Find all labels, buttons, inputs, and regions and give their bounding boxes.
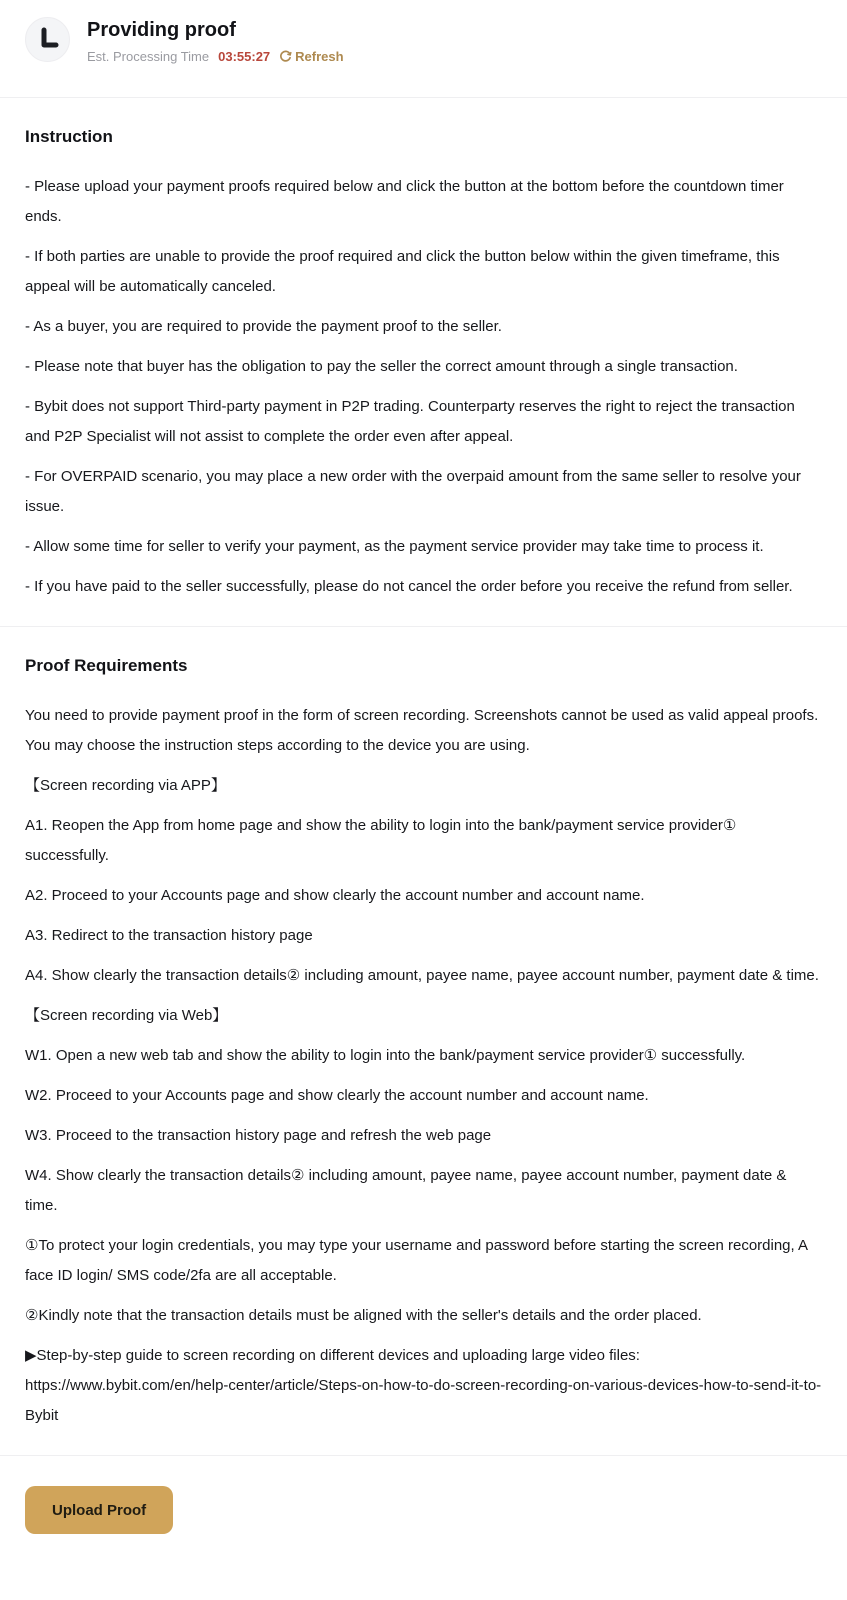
page-title: Providing proof: [87, 19, 236, 41]
instruction-item: - If both parties are unable to provide the proof required and click the button below within the given timeframe, this appeal will be automatically canceled.: [25, 248, 780, 295]
web-step: W2. Proceed to your Accounts page and show clearly the account number and account name.: [25, 1087, 649, 1104]
instruction-item: - As a buyer, you are required to provide the payment proof to the seller.: [25, 318, 502, 335]
proof-requirements-heading: Proof Requirements: [25, 656, 188, 675]
proof-intro: You need to provide payment proof in the form of screen recording. Screenshots cannot be used as valid appeal proofs. You may choose the instruction steps according to the device you are using.: [25, 707, 819, 754]
instruction-item: - Please upload your payment proofs required below and click the button at the bottom before the countdown timer ends.: [25, 178, 784, 225]
refresh-button[interactable]: [279, 49, 343, 64]
instruction-item: - Allow some time for seller to verify your payment, as the payment service provider may take time to process it.: [25, 538, 764, 555]
app-step: A3. Redirect to the transaction history page: [25, 927, 313, 944]
app-recording-subheader: 【Screen recording via APP】: [25, 777, 226, 794]
web-recording-subheader: 【Screen recording via Web】: [25, 1007, 228, 1024]
instruction-item: - Please note that buyer has the obligation to pay the seller the correct amount through a single transaction.: [25, 358, 738, 375]
refresh-label: Refresh: [295, 49, 344, 64]
avatar: [25, 17, 70, 62]
instruction-heading: Instruction: [25, 127, 113, 146]
instruction-section: [0, 98, 847, 626]
instruction-item: - Bybit does not support Third-party payment in P2P trading. Counterparty reserves the right to reject the transaction and P2P Specialist will not assist to complete the order even after appeal.: [25, 398, 795, 445]
upload-proof-button[interactable]: Upload Proof: [25, 1486, 173, 1534]
instruction-item: - If you have paid to the seller successfully, please do not cancel the order before you receive the refund from seller.: [25, 578, 793, 595]
web-step: W1. Open a new web tab and show the ability to login into the bank/payment service provider① successfully.: [25, 1047, 746, 1064]
app-step: A1. Reopen the App from home page and show the ability to login into the bank/payment service provider① successfully.: [25, 817, 737, 864]
processing-time-row: [87, 49, 344, 64]
footnote: ①To protect your login credentials, you may type your username and password before starting the screen recording, A face ID login/ SMS code/2fa are all acceptable.: [25, 1237, 808, 1284]
app-step: A4. Show clearly the transaction details② including amount, payee name, payee account number, payment date & time.: [25, 967, 819, 984]
countdown-timer: 03:55:27: [218, 49, 271, 64]
clock-icon: [25, 17, 70, 62]
refresh-icon: [279, 50, 292, 63]
page-header: [0, 0, 847, 64]
web-step: W4. Show clearly the transaction details② including amount, payee name, payee account number, payment date & time.: [25, 1167, 787, 1214]
footer: [0, 1456, 847, 1534]
header-text: [87, 17, 344, 64]
proof-requirements-section: [0, 627, 847, 1455]
web-step: W3. Proceed to the transaction history page and refresh the web page: [25, 1127, 492, 1144]
app-step: A2. Proceed to your Accounts page and show clearly the account number and account name.: [25, 887, 645, 904]
footnote: ②Kindly note that the transaction details must be aligned with the seller's details and the order placed.: [25, 1307, 702, 1324]
instruction-item: - For OVERPAID scenario, you may place a new order with the overpaid amount from the same seller to resolve your issue.: [25, 468, 801, 515]
processing-time-label: Est. Processing Time: [87, 49, 210, 64]
guide-link-text: ▶Step-by-step guide to screen recording on different devices and uploading large video files: https://www.bybit.com/en/help-center/article/Steps-on-how-to-do-screen-recording-on-various-devices-how-to-send-it-to-Bybit: [25, 1347, 822, 1424]
